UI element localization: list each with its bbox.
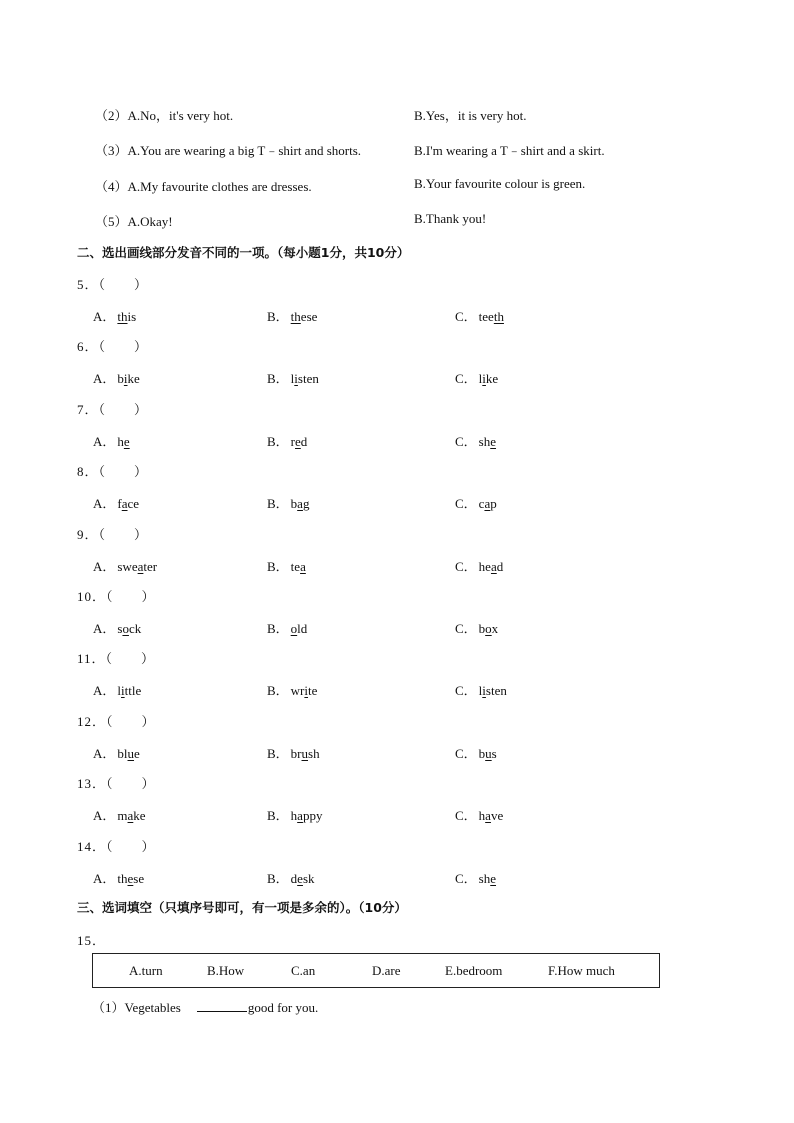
word-part: bl	[117, 746, 128, 761]
underlined-letters: i	[304, 683, 309, 698]
underlined-letters: o	[122, 621, 129, 636]
word-part: he	[478, 559, 491, 574]
underlined-letters: a	[127, 808, 134, 823]
word-bank-item: D.are	[372, 963, 401, 978]
option-a-text: A.You are wearing a big T﹣shirt and shorts.	[127, 143, 362, 158]
answer-option-b	[267, 868, 315, 887]
word-bank-item: B.How	[207, 963, 245, 978]
word-part: te	[290, 559, 301, 574]
underlined-letters: e	[127, 871, 134, 886]
option-letter: C．	[455, 746, 477, 761]
answer-option-c	[455, 493, 497, 512]
question-number: 14．（ ）	[77, 839, 156, 854]
word-part: sk	[302, 871, 315, 886]
word-part: sh	[478, 871, 491, 886]
answer-option-b	[267, 493, 309, 512]
answer-option-b	[267, 368, 319, 387]
answer-option-a	[93, 556, 157, 575]
answer-option-c	[455, 805, 503, 824]
answer-option-a	[93, 618, 141, 637]
word-part: b	[117, 371, 124, 386]
word-part: b	[290, 496, 298, 511]
question-15-number: 15．	[77, 933, 107, 948]
option-letter: C．	[455, 683, 477, 698]
option-letter: A．	[93, 496, 116, 511]
response-option-b: B.Your favourite colour is green.	[414, 176, 586, 191]
response-option-a	[95, 211, 173, 230]
word-part: sten	[485, 683, 507, 698]
underlined-letters: u	[127, 746, 135, 761]
response-option-a	[95, 140, 361, 159]
item-number: （2）	[95, 108, 128, 123]
answer-option-a	[93, 868, 144, 887]
response-option-b: B.Yes，it is very hot.	[414, 108, 527, 123]
underlined-letters: e	[490, 871, 497, 886]
underlined-letters: i	[123, 371, 128, 386]
answer-option-c	[455, 868, 496, 887]
underlined-letters: i	[482, 683, 486, 698]
word-part: c	[478, 496, 485, 511]
word-part: f	[117, 496, 122, 511]
word-part: p	[490, 496, 497, 511]
option-letter: B．	[267, 621, 289, 636]
option-a-text: A.No，it's very hot.	[127, 108, 234, 123]
underlined-letters: i	[482, 371, 486, 386]
word-part: ke	[133, 808, 146, 823]
option-letter: A．	[93, 621, 116, 636]
word-part: d	[290, 871, 298, 886]
option-letter: C．	[455, 371, 477, 386]
underlined-letters: th	[493, 309, 504, 324]
underlined-letters: a	[484, 496, 491, 511]
word-part: r	[290, 434, 296, 449]
underlined-letters: a	[485, 808, 491, 823]
answer-option-b	[267, 556, 306, 575]
answer-option-a	[93, 680, 141, 699]
question-number: 7．（ ）	[77, 402, 149, 417]
word-part: ese	[300, 309, 318, 324]
answer-option-a	[93, 805, 146, 824]
word-bank-box	[92, 953, 660, 988]
word-part: h	[117, 434, 124, 449]
option-letter: B．	[267, 683, 289, 698]
word-part: sten	[297, 371, 319, 386]
word-part: l	[478, 683, 483, 698]
word-part: ke	[127, 371, 140, 386]
option-letter: A．	[93, 683, 116, 698]
answer-option-c	[455, 618, 498, 637]
question-number: 13．（ ）	[77, 776, 156, 791]
underlined-letters: u	[485, 746, 492, 761]
answer-option-a	[93, 368, 140, 387]
underlined-letters: a	[300, 559, 306, 574]
option-a-text: A.My favourite clothes are dresses.	[127, 179, 312, 194]
word-part: th	[117, 871, 128, 886]
fill-item-text-before: Vegetables	[124, 1000, 181, 1015]
word-part: l	[117, 683, 122, 698]
answer-option-b	[267, 743, 320, 762]
question-number: 12．（ ）	[77, 714, 156, 729]
option-letter: A．	[93, 871, 116, 886]
answer-option-c	[455, 306, 504, 325]
question-number: 10．（ ）	[77, 589, 156, 604]
word-part: h	[290, 808, 298, 823]
underlined-letters: e	[295, 434, 301, 449]
word-part: ce	[127, 496, 140, 511]
underlined-letters: a	[121, 496, 128, 511]
question-number: 6．（ ）	[77, 339, 149, 354]
word-part: s	[117, 621, 123, 636]
section3-heading: 三、选词填空（只填序号即可，有一项是多余的）。（10分）	[77, 900, 407, 915]
word-part: sh	[308, 746, 320, 761]
word-part: s	[491, 746, 497, 761]
option-letter: B．	[267, 559, 289, 574]
answer-option-a	[93, 743, 140, 762]
question-number: 8．（ ）	[77, 464, 149, 479]
word-part: ve	[490, 808, 504, 823]
word-part: ck	[128, 621, 142, 636]
word-part: ttle	[124, 683, 142, 698]
word-part: d	[496, 559, 504, 574]
word-part: ld	[297, 621, 308, 636]
word-part: sh	[478, 434, 491, 449]
fill-item-number: （1）	[92, 1000, 125, 1015]
option-letter: A．	[93, 559, 116, 574]
underlined-letters: i	[294, 371, 298, 386]
fill-item-text-after: good for you.	[247, 1000, 319, 1015]
option-letter: C．	[455, 559, 477, 574]
underlined-letters: th	[117, 309, 128, 324]
answer-option-c	[455, 556, 503, 575]
option-letter: A．	[93, 309, 116, 324]
response-option-b: B.I'm wearing a T﹣shirt and a skirt.	[414, 143, 605, 158]
item-number: （4）	[95, 179, 128, 194]
option-letter: C．	[455, 309, 477, 324]
answer-option-c	[455, 368, 498, 387]
section2-heading: 二、选出画线部分发音不同的一项。（每小题1分，共10分）	[77, 245, 410, 260]
word-part: d	[300, 434, 308, 449]
underlined-letters: a	[297, 496, 303, 511]
underlined-letters: u	[301, 746, 309, 761]
word-part: l	[478, 371, 483, 386]
answer-option-b	[267, 618, 307, 637]
option-letter: C．	[455, 808, 477, 823]
word-part: b	[478, 621, 486, 636]
item-number: （5）	[95, 214, 128, 229]
fill-item-1	[92, 997, 318, 1016]
option-letter: C．	[455, 434, 477, 449]
answer-option-b	[267, 680, 317, 699]
answer-option-a	[93, 306, 136, 325]
answer-option-b	[267, 805, 322, 824]
option-letter: A．	[93, 371, 116, 386]
option-letter: A．	[93, 434, 116, 449]
word-part: e	[134, 746, 140, 761]
word-part: ke	[485, 371, 499, 386]
underlined-letters: o	[290, 621, 298, 636]
answer-option-c	[455, 431, 496, 450]
word-part: x	[491, 621, 499, 636]
question-number: 11．（ ）	[77, 651, 156, 666]
option-letter: B．	[267, 309, 289, 324]
item-number: （3）	[95, 143, 128, 158]
answer-option-c	[455, 680, 507, 699]
response-option-a	[95, 105, 233, 124]
answer-option-c	[455, 743, 497, 762]
option-letter: B．	[267, 746, 289, 761]
word-part: te	[308, 683, 318, 698]
response-option-a	[95, 176, 312, 195]
word-part: m	[117, 808, 128, 823]
answer-option-a	[93, 431, 130, 450]
word-part: se	[133, 871, 145, 886]
option-letter: C．	[455, 621, 477, 636]
word-bank-item: C.an	[291, 963, 316, 978]
option-letter: B．	[267, 808, 289, 823]
option-letter: B．	[267, 496, 289, 511]
word-part: g	[302, 496, 310, 511]
underlined-letters: o	[485, 621, 492, 636]
option-letter: A．	[93, 746, 116, 761]
option-letter: B．	[267, 371, 289, 386]
underlined-letters: a	[137, 559, 144, 574]
answer-option-b	[267, 306, 317, 325]
word-part: wr	[290, 683, 305, 698]
word-part: ter	[143, 559, 158, 574]
word-part: tee	[478, 309, 494, 324]
underlined-letters: e	[123, 434, 130, 449]
underlined-letters: i	[121, 683, 125, 698]
word-part: swe	[117, 559, 138, 574]
word-bank-item: A.turn	[129, 963, 163, 978]
answer-option-b	[267, 431, 307, 450]
word-part: br	[290, 746, 302, 761]
option-a-text: A.Okay!	[127, 214, 173, 229]
response-option-b: B.Thank you!	[414, 211, 487, 226]
word-bank-item: E.bedroom	[445, 963, 503, 978]
question-number: 5．（ ）	[77, 277, 149, 292]
underlined-letters: e	[490, 434, 497, 449]
option-letter: B．	[267, 871, 289, 886]
question-number: 9．（ ）	[77, 527, 149, 542]
word-part: b	[478, 746, 486, 761]
option-letter: C．	[455, 871, 477, 886]
option-letter: A．	[93, 808, 116, 823]
word-part: l	[290, 371, 295, 386]
word-bank-item: F.How much	[548, 963, 615, 978]
underlined-letters: th	[290, 309, 301, 324]
underlined-letters: e	[297, 871, 303, 886]
underlined-letters: a	[297, 808, 303, 823]
underlined-letters: a	[490, 559, 497, 574]
answer-option-a	[93, 493, 139, 512]
word-part: ppy	[302, 808, 323, 823]
answer-blank[interactable]	[197, 1000, 247, 1012]
option-letter: B．	[267, 434, 289, 449]
word-part: h	[478, 808, 486, 823]
word-part: is	[127, 309, 137, 324]
option-letter: C．	[455, 496, 477, 511]
